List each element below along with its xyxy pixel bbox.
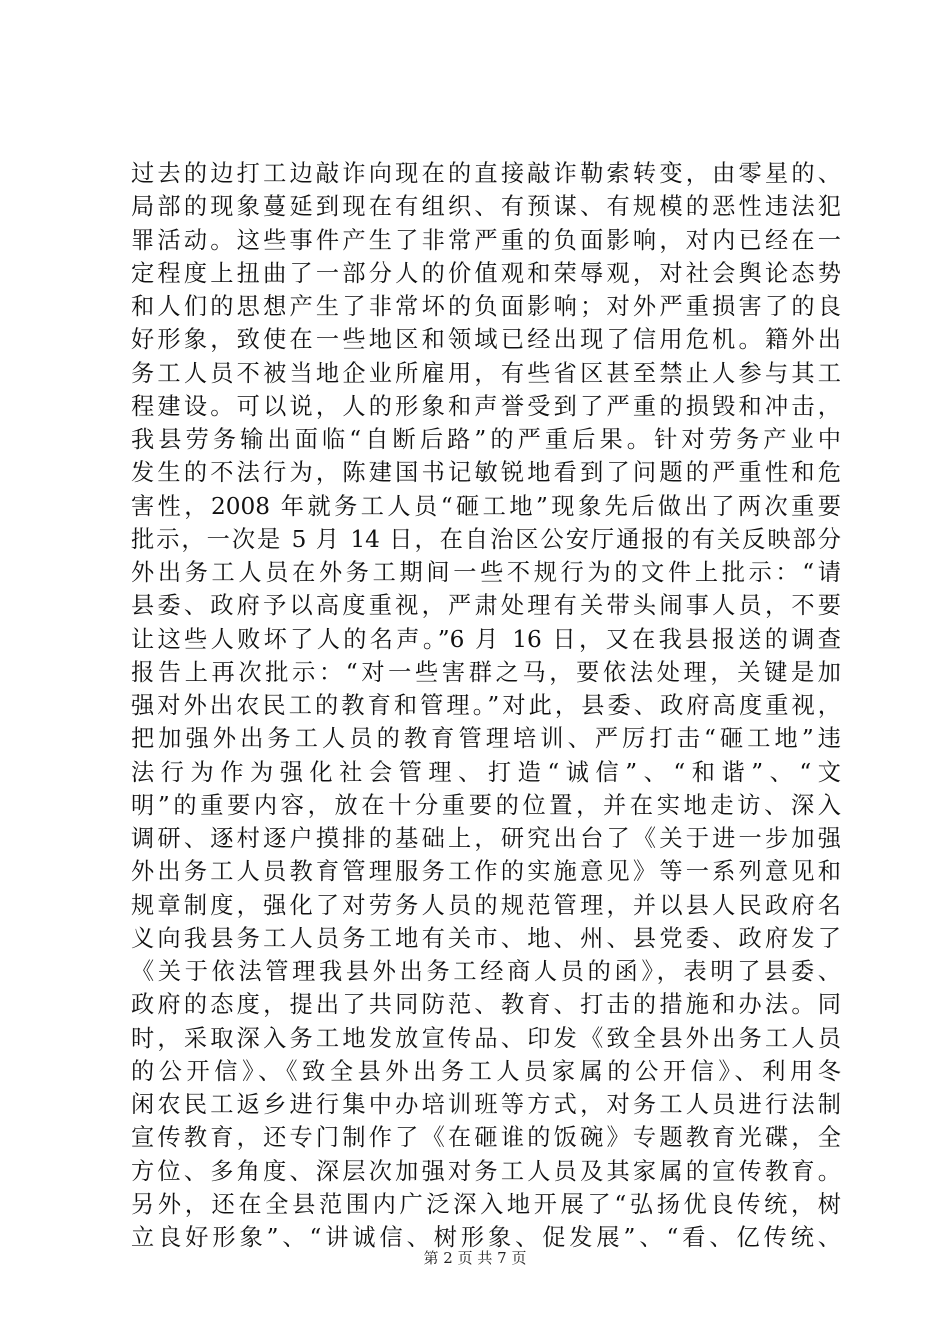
text-line: 让这些人败坏了人的名声。”6 月 16 日，又在我县报送的调查 — [131, 625, 841, 653]
text-line: 政府的态度，提出了共同防范、教育、打击的措施和办法。同 — [131, 991, 841, 1019]
text-line: 闲农民工返乡进行集中办培训班等方式，对务工人员进行法制 — [131, 1091, 841, 1118]
text-line: 立良好形象”、“讲诚信、树形象、促发展”、“看、亿传统、 — [131, 1224, 841, 1251]
text-line: 规章制度，强化了对劳务人员的规范管理，并以县人民政府名 — [131, 891, 841, 919]
text-line: 过去的边打工边敲诈向现在的直接敲诈勒索转变，由零星的、 — [131, 160, 841, 187]
text-line: 外出务工人员在外务工期间一些不规行为的文件上批示：“请 — [131, 559, 841, 586]
text-line: 调研、逐村逐户摸排的基础上，研究出台了《关于进一步加强 — [131, 825, 841, 852]
text-line: 《关于依法管理我县外出务工经商人员的函》，表明了县委、 — [131, 958, 841, 985]
text-line: 程建设。可以说，人的形象和声誉受到了严重的损毁和冲击， — [131, 392, 841, 420]
text-line: 方位、多角度、深层次加强对务工人员及其家属的宣传教育。 — [131, 1157, 841, 1185]
text-line: 局部的现象蔓延到现在有组织、有预谋、有规模的恶性违法犯 — [131, 193, 841, 221]
body-paragraph — [131, 157, 841, 1254]
text-line: 县委、政府予以高度重视，严肃处理有关带头闹事人员，不要 — [131, 592, 841, 620]
text-line: 的公开信》、《致全县外出务工人员家属的公开信》、利用冬 — [131, 1057, 841, 1085]
text-line: 定程度上扭曲了一部分人的价值观和荣辱观，对社会舆论态势 — [131, 259, 841, 287]
text-line: 宣传教育，还专门制作了《在砸谁的饭碗》专题教育光碟，全 — [131, 1124, 841, 1152]
page-footer: 第 2 页 共 7 页 — [423, 1249, 527, 1267]
text-line: 罪活动。这些事件产生了非常严重的负面影响，对内已经在一 — [131, 226, 841, 254]
text-line: 明”的重要内容，放在十分重要的位置，并在实地走访、深入 — [131, 791, 841, 819]
text-line: 发生的不法行为，陈建国书记敏锐地看到了问题的严重性和危 — [131, 459, 841, 487]
text-line: 害性，2008 年就务工人员“砸工地”现象先后做出了两次重要 — [131, 492, 841, 520]
text-line: 义向我县务工人员务工地有关市、地、州、县党委、政府发了 — [131, 924, 841, 952]
text-line: 我县劳务输出面临“自断后路”的严重后果。针对劳务产业中 — [131, 426, 841, 453]
text-line: 另外，还在全县范围内广泛深入地开展了“弘扬优良传统，树 — [131, 1190, 841, 1218]
text-line: 和人们的思想产生了非常坏的负面影响；对外严重损害了的良 — [131, 293, 841, 320]
text-line: 把加强外出务工人员的教育管理培训、严厉打击“砸工地”违 — [131, 725, 841, 753]
text-line: 批示，一次是 5 月 14 日，在自治区公安厅通报的有关反映部分 — [131, 525, 841, 553]
text-line: 报告上再次批示：“对一些害群之马，要依法处理，关键是加 — [131, 658, 841, 686]
text-line: 务工人员不被当地企业所雇用，有些省区甚至禁止人参与其工 — [131, 359, 841, 387]
text-line: 外出务工人员教育管理服务工作的实施意见》等一系列意见和 — [131, 858, 841, 886]
text-line: 时，采取深入务工地发放宣传品、印发《致全县外出务工人员 — [131, 1024, 841, 1052]
text-line: 强对外出农民工的教育和管理。”对此，县委、政府高度重视， — [131, 692, 841, 719]
text-line: 法行为作为强化社会管理、打造“诚信”、“和谐”、“文 — [131, 758, 841, 786]
text-line: 好形象，致使在一些地区和领域已经出现了信用危机。籍外出 — [131, 326, 841, 354]
